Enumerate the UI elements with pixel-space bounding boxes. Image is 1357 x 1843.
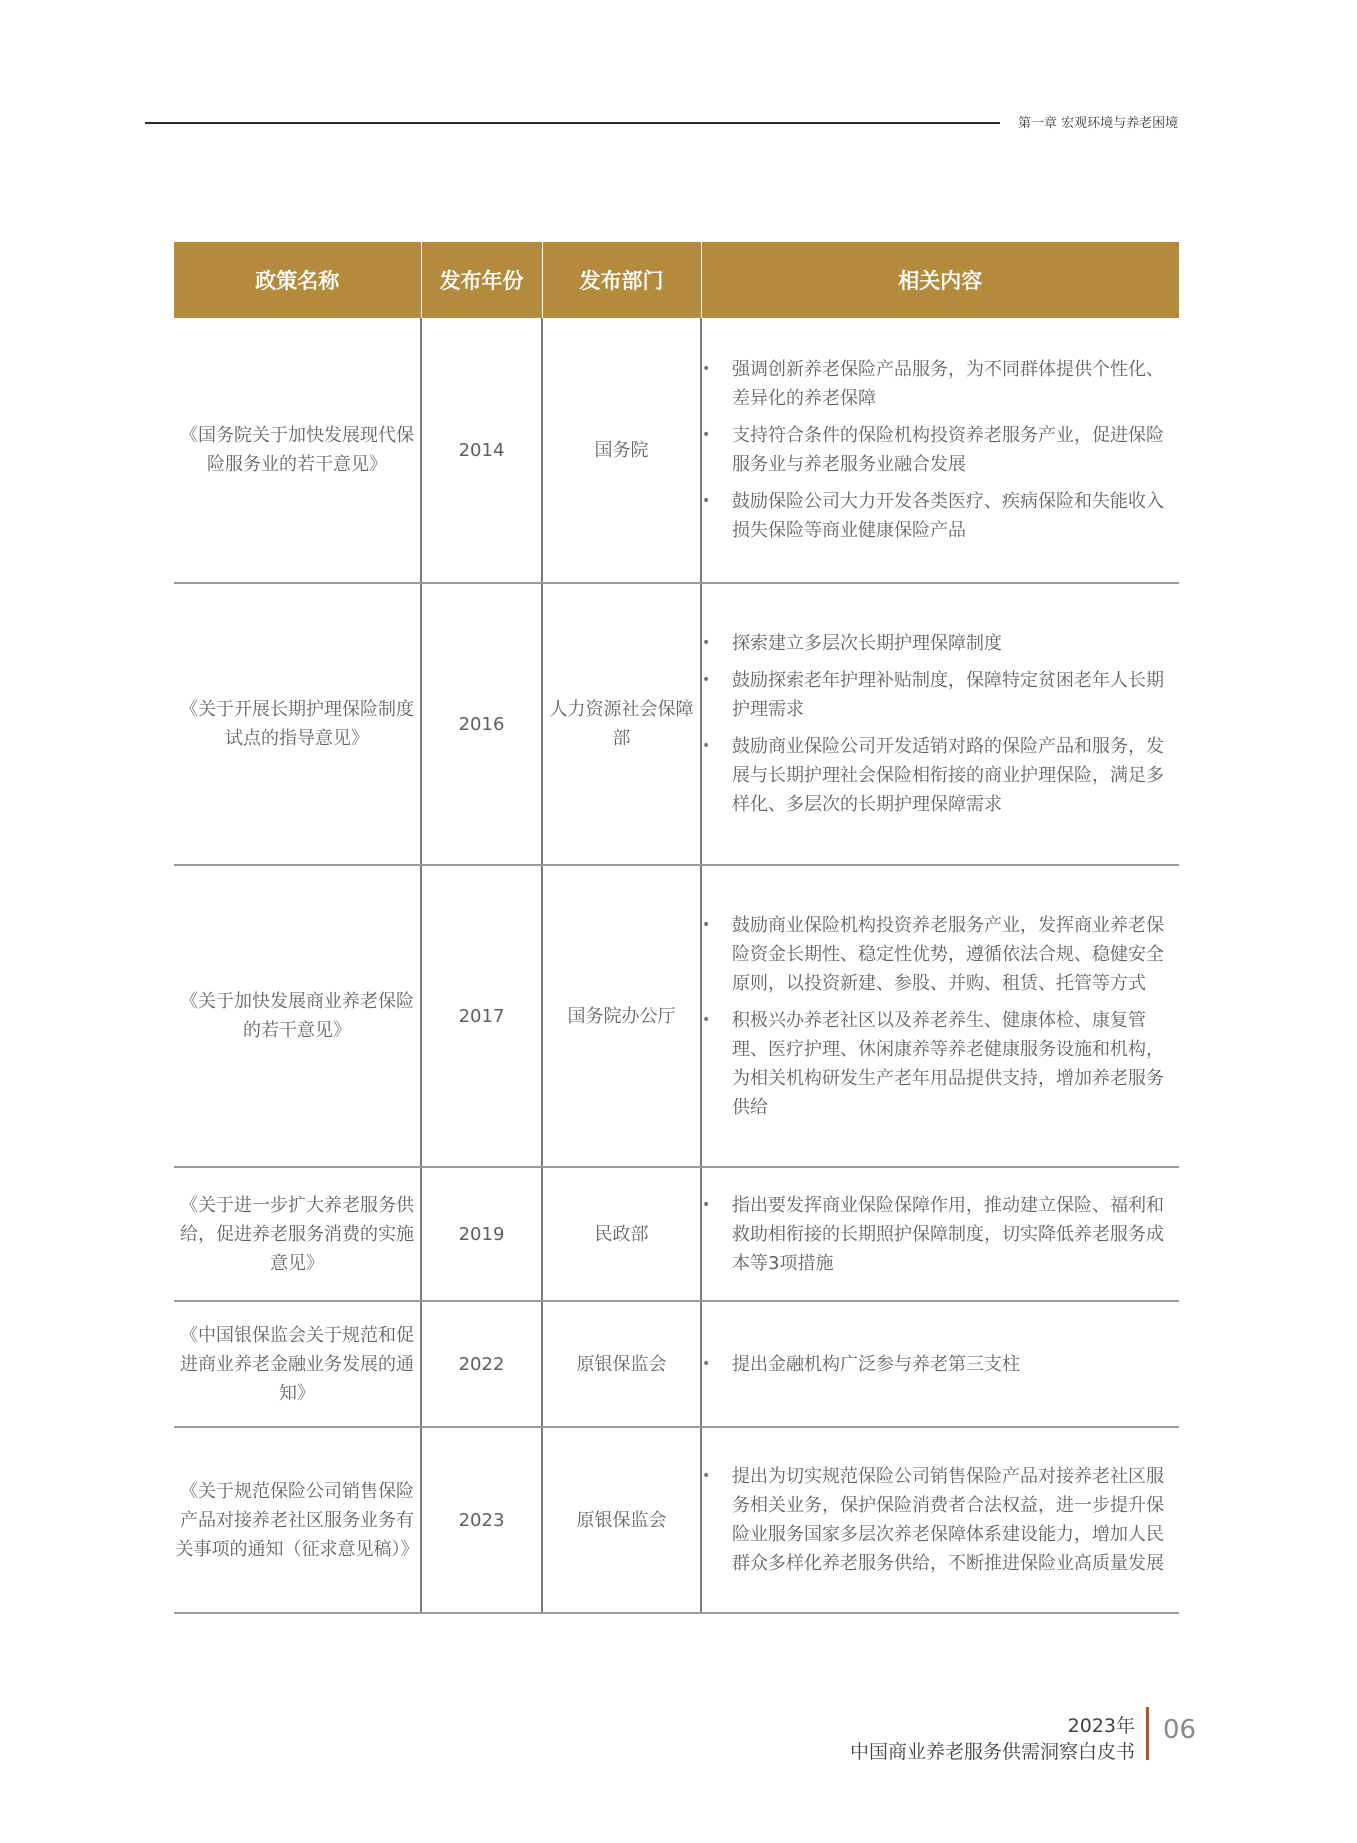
policy-content: [701, 1167, 1179, 1301]
policy-dept: 人力资源社会保障部: [542, 583, 701, 865]
policy-year: 2023: [421, 1427, 542, 1613]
content-bullet: • 鼓励保险公司大力开发各类医疗、疾病保险和失能收入损失保险等商业健康保险产品: [702, 487, 1179, 545]
content-bullet: • 探索建立多层次长期护理保障制度: [702, 629, 1179, 658]
table-row: [174, 1301, 1179, 1427]
policy-dept: 民政部: [542, 1167, 701, 1301]
chapter-title: 第一章 宏观环境与养老困境: [1018, 116, 1179, 131]
content-bullet: • 提出金融机构广泛参与养老第三支柱: [702, 1350, 1179, 1379]
policy-name: 《关于加快发展商业养老保险的若干意见》: [174, 865, 421, 1167]
policy-content: [701, 583, 1179, 865]
page-number: 06: [1163, 1715, 1197, 1745]
policy-year: 2019: [421, 1167, 542, 1301]
table-row: [174, 318, 1179, 583]
policy-name: 《关于进一步扩大养老服务供给，促进养老服务消费的实施意见》: [174, 1167, 421, 1301]
policy-year: 2017: [421, 865, 542, 1167]
content-bullet: • 鼓励探索老年护理补贴制度，保障特定贫困老年人长期护理需求: [702, 666, 1179, 724]
content-bullet: • 强调创新养老保险产品服务，为不同群体提供个性化、差异化的养老保障: [702, 355, 1179, 413]
table-row: [174, 1427, 1179, 1613]
header-rule: [145, 122, 1000, 124]
column-header-dept: 发布部门: [542, 242, 701, 318]
policy-name: 《中国银保监会关于规范和促进商业养老金融业务发展的通知》: [174, 1301, 421, 1427]
policy-year: 2016: [421, 583, 542, 865]
policy-dept: 原银保监会: [542, 1427, 701, 1613]
content-bullet: • 指出要发挥商业保险保障作用，推动建立保险、福利和救助相衔接的长期照护保障制度，切实降低养老服务成本等3项措施: [702, 1191, 1179, 1278]
policy-content: [701, 318, 1179, 583]
table-header-row: [174, 242, 1179, 318]
policy-table: [174, 242, 1179, 1614]
policy-dept: 原银保监会: [542, 1301, 701, 1427]
policy-content: [701, 1301, 1179, 1427]
content-bullet: • 鼓励商业保险机构投资养老服务产业，发挥商业养老保险资金长期性、稳定性优势，遵循依法合规、稳健安全原则，以投资新建、参股、并购、租赁、托管等方式: [702, 911, 1179, 998]
column-header-name: 政策名称: [174, 242, 421, 318]
content-bullet: • 积极兴办养老社区以及养老养生、健康体检、康复管理、医疗护理、休闲康养等养老健康服务设施和机构，为相关机构研发生产老年用品提供支持，增加养老服务供给: [702, 1006, 1179, 1122]
footer-divider: [1146, 1707, 1149, 1760]
table-row: [174, 1167, 1179, 1301]
policy-content: [701, 865, 1179, 1167]
table-row: [174, 583, 1179, 865]
policy-name: 《关于开展长期护理保险制度试点的指导意见》: [174, 583, 421, 865]
footer-title: 中国商业养老服务供需洞察白皮书: [849, 1741, 1135, 1763]
table-row: [174, 865, 1179, 1167]
policy-content: [701, 1427, 1179, 1613]
content-bullet: • 支持符合条件的保险机构投资养老服务产业，促进保险服务业与养老服务业融合发展: [702, 421, 1179, 479]
policy-year: 2022: [421, 1301, 542, 1427]
footer-year: 2023年: [1067, 1715, 1135, 1737]
content-bullet: • 鼓励商业保险公司开发适销对路的保险产品和服务，发展与长期护理社会保险相衔接的商业护理保险，满足多样化、多层次的长期护理保障需求: [702, 732, 1179, 819]
policy-dept: 国务院: [542, 318, 701, 583]
column-header-year: 发布年份: [421, 242, 542, 318]
column-header-content: 相关内容: [701, 242, 1179, 318]
policy-name: 《国务院关于加快发展现代保险服务业的若干意见》: [174, 318, 421, 583]
policy-year: 2014: [421, 318, 542, 583]
policy-name: 《关于规范保险公司销售保险产品对接养老社区服务业务有关事项的通知（征求意见稿）》: [174, 1427, 421, 1613]
policy-dept: 国务院办公厅: [542, 865, 701, 1167]
content-bullet: • 提出为切实规范保险公司销售保险产品对接养老社区服务相关业务，保护保险消费者合法权益，进一步提升保险业服务国家多层次养老保障体系建设能力，增加人民群众多样化养老服务供给，不断推进保险业高质量发展: [702, 1462, 1179, 1578]
